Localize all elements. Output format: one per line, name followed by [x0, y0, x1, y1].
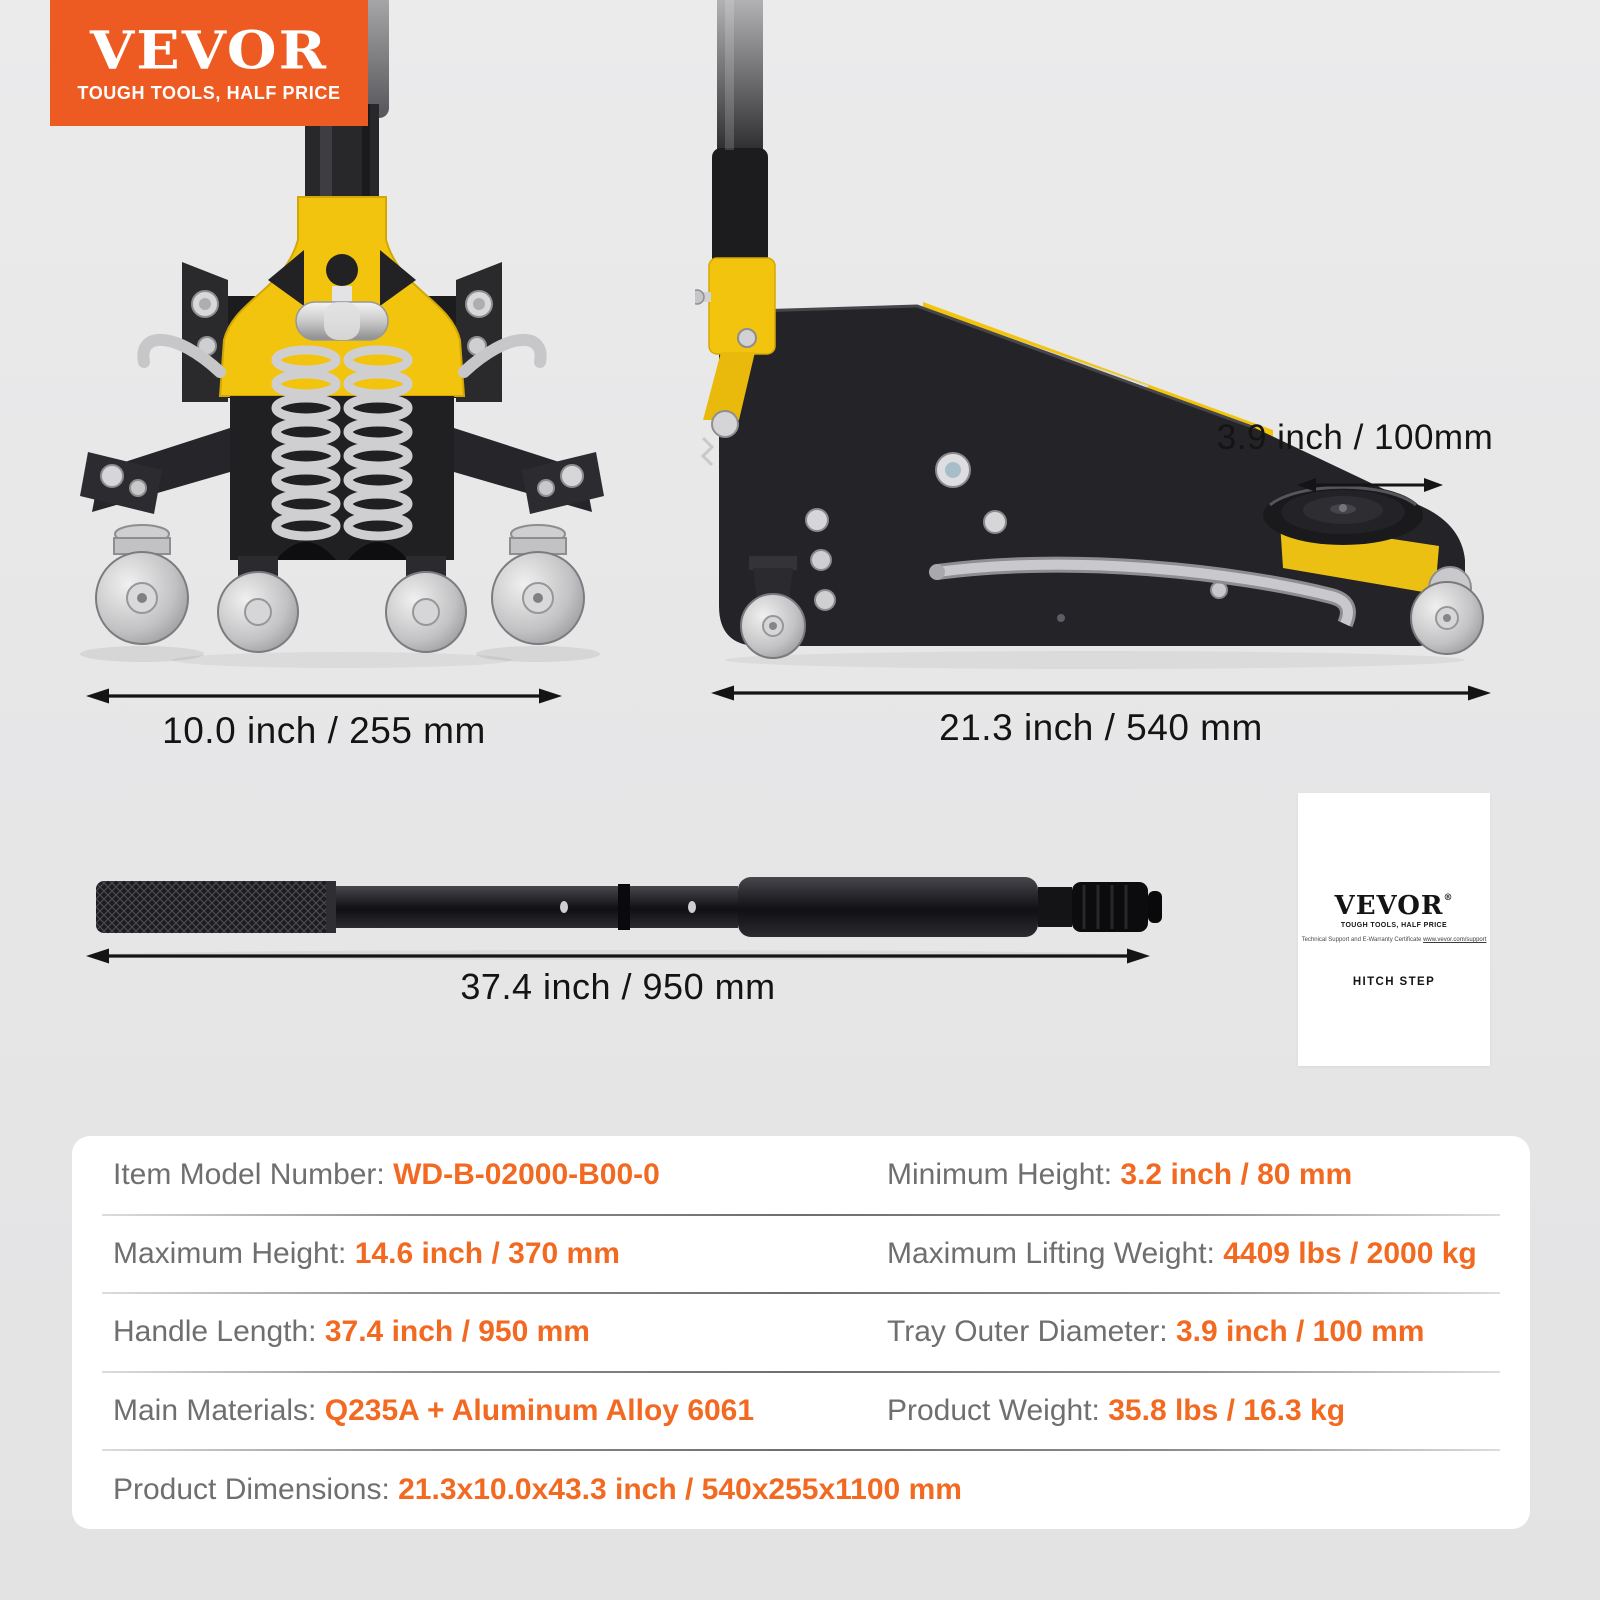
side-length-arrow [710, 681, 1492, 705]
spec-row [72, 1372, 1530, 1451]
front-inner-casters [218, 556, 466, 652]
brand-badge [50, 0, 368, 126]
spec-value: 37.4 inch / 950 mm [324, 1315, 590, 1349]
spec-table [72, 1136, 1530, 1529]
spec-cell [887, 1158, 1352, 1192]
spec-cell [113, 1315, 590, 1349]
spec-row [72, 1215, 1530, 1294]
spec-label: Product Weight: [887, 1394, 1109, 1428]
spec-cell [113, 1158, 660, 1192]
spec-label: Product Dimensions: [113, 1472, 399, 1506]
spec-label: Minimum Height: [887, 1158, 1121, 1192]
spec-label: Tray Outer Diameter: [887, 1315, 1176, 1349]
manual-support-line: Technical Support and E-Warranty Certificate www.vevor.com/support [1301, 937, 1487, 943]
brand-tagline: TOUGH TOOLS, HALF PRICE [77, 83, 341, 103]
front-base-block [230, 396, 454, 560]
row-divider [102, 1449, 1500, 1451]
spec-value: 3.2 inch / 80 mm [1120, 1158, 1353, 1192]
row-divider [102, 1371, 1500, 1373]
spec-value: WD-B-02000-B00-0 [393, 1158, 660, 1192]
side-length-label: 21.3 inch / 540 mm [939, 707, 1263, 748]
spec-label: Handle Length: [113, 1315, 325, 1349]
row-divider [102, 1214, 1500, 1216]
spec-value: 3.9 inch / 100 mm [1175, 1315, 1425, 1349]
spec-value: 21.3x10.0x43.3 inch / 540x255x1100 mm [398, 1472, 962, 1506]
manual-reg-mark: ® [1443, 893, 1454, 903]
jack-side-view-illustration [695, 0, 1505, 690]
side-handle [712, 0, 768, 274]
handle-length-label: 37.4 inch / 950 mm [460, 966, 776, 1007]
spec-cell [887, 1315, 1424, 1349]
manual-support-url: www.vevor.com/support [1423, 937, 1487, 943]
spec-row [72, 1136, 1530, 1215]
manual-card [1298, 793, 1490, 1066]
spec-label: Item Model Number: [113, 1158, 394, 1192]
spec-row [72, 1293, 1530, 1372]
spec-value: Q235A + Aluminum Alloy 6061 [324, 1394, 755, 1428]
spec-cell [887, 1237, 1477, 1271]
front-width-label: 10.0 inch / 255 mm [162, 710, 486, 751]
tray-diameter-arrow [1296, 474, 1444, 496]
spec-cell [887, 1394, 1345, 1428]
spec-cell [113, 1394, 754, 1428]
spec-value: 14.6 inch / 370 mm [354, 1236, 620, 1270]
spec-value: 35.8 lbs / 16.3 kg [1108, 1394, 1346, 1428]
tray-diameter-label: 3.9 inch / 100mm [1216, 418, 1494, 457]
spec-row [72, 1450, 1530, 1529]
brand-logo: VEVOR [90, 19, 328, 82]
spec-label: Main Materials: [113, 1394, 325, 1428]
manual-product-title: HITCH STEP [1352, 976, 1436, 988]
front-width-arrow [85, 684, 563, 708]
manual-tagline: TOUGH TOOLS, HALF PRICE [1340, 922, 1448, 929]
spec-label: Maximum Lifting Weight: [887, 1236, 1224, 1270]
handle-length-arrow [85, 944, 1151, 968]
manual-logo: VEVOR® [1334, 891, 1454, 921]
spec-cell [113, 1237, 620, 1271]
row-divider [102, 1292, 1500, 1294]
spec-value: 4409 lbs / 2000 kg [1223, 1236, 1477, 1270]
spec-label: Maximum Height: [113, 1236, 355, 1270]
spec-cell [113, 1473, 962, 1507]
